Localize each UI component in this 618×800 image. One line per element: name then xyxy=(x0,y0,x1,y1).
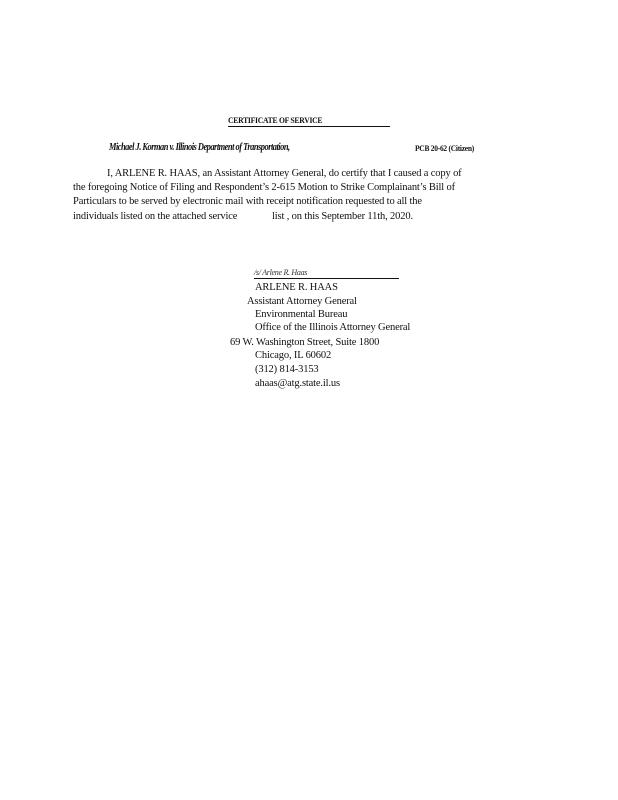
signer-office: Office of the Illinois Attorney General xyxy=(255,322,411,333)
certification-line-1: I, ARLENE R. HAAS, an Assistant Attorney General, do certify that I caused a copy of xyxy=(107,168,462,179)
signer-phone: (312) 814-3153 xyxy=(255,364,319,375)
certification-line-4a: individuals listed on the attached service xyxy=(73,211,238,222)
signature-line xyxy=(254,278,399,279)
certification-line-3: Particulars to be served by electronic mail with receipt notification requested to all the xyxy=(73,196,422,207)
signer-city: Chicago, IL 60602 xyxy=(255,350,332,361)
certification-line-2: the foregoing Notice of Filing and Respondent’s 2-615 Motion to Strike Complainant’s Bill of xyxy=(73,182,455,193)
signer-title: Assistant Attorney General xyxy=(247,296,357,307)
certificate-title: CERTIFICATE OF SERVICE xyxy=(228,115,323,125)
signer-email: ahaas@atg.state.il.us xyxy=(255,378,340,389)
signature-script: /s/ Arlene R. Haas xyxy=(254,268,308,277)
signer-street-address: 69 W. Washington Street, Suite 1800 xyxy=(230,337,380,348)
case-caption: Michael J. Korman v. Illinois Department of Transportation, xyxy=(109,142,290,153)
case-number: PCB 20-62 (Citizen) xyxy=(415,143,474,153)
signer-name: ARLENE R. HAAS xyxy=(255,282,338,293)
certificate-title-underline xyxy=(228,126,390,127)
signer-bureau: Environmental Bureau xyxy=(255,309,348,320)
certification-line-4b: list , on this September 11th, 2020. xyxy=(272,211,413,222)
